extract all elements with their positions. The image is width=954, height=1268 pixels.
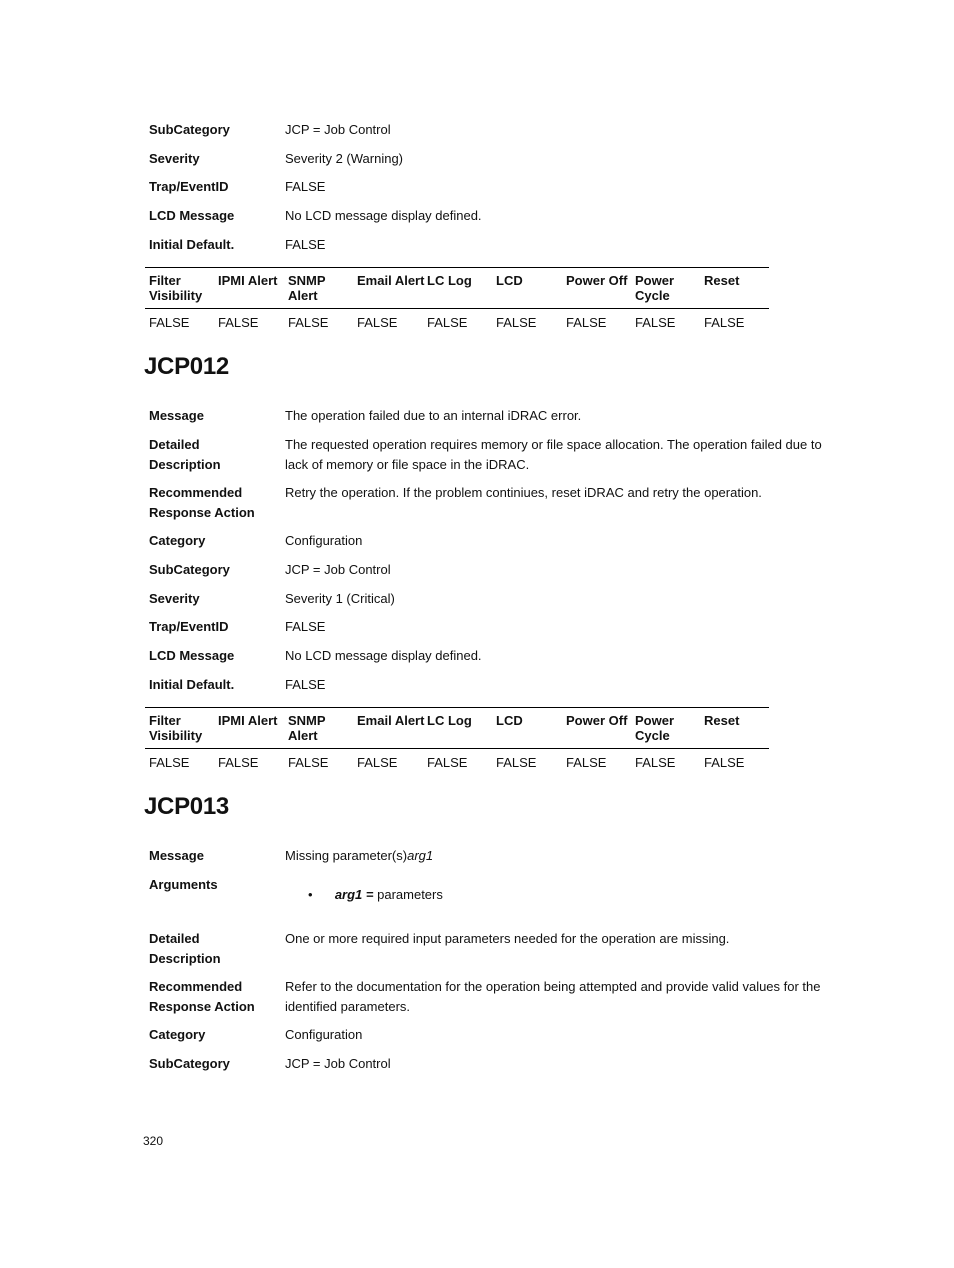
kv-value: Configuration xyxy=(285,1027,363,1042)
kv-key: Detailed Description xyxy=(149,437,221,472)
filter-table-header: IPMI Alert xyxy=(218,713,278,728)
kv-key: Severity xyxy=(149,591,200,606)
kv-key: Trap/EventID xyxy=(149,179,229,194)
filter-table-cell: FALSE xyxy=(357,315,398,330)
kv-value: The operation failed due to an internal iDRAC error. xyxy=(285,408,582,423)
filter-table-header: LCD xyxy=(496,713,523,728)
page-number: 320 xyxy=(143,1134,164,1148)
kv-key: Message xyxy=(149,848,204,863)
filter-table-header: Reset xyxy=(704,273,740,288)
filter-table-cell: FALSE xyxy=(635,755,676,770)
filter-table-header: SNMP Alert xyxy=(288,713,326,743)
argument-desc: parameters xyxy=(377,887,443,902)
filter-table-cell: FALSE xyxy=(149,315,190,330)
filter-table xyxy=(145,267,769,339)
argument-list-item xyxy=(308,887,443,902)
filter-table-cell: FALSE xyxy=(288,315,329,330)
kv-key: Detailed Description xyxy=(149,931,221,966)
kv-value: FALSE xyxy=(285,179,326,194)
filter-table-header: Filter Visibility xyxy=(149,713,203,743)
filter-table-cell: FALSE xyxy=(704,315,745,330)
kv-key: Severity xyxy=(149,151,200,166)
kv-key: SubCategory xyxy=(149,1056,230,1071)
kv-key: Recommended Response Action xyxy=(149,485,255,520)
filter-table-cell: FALSE xyxy=(496,315,537,330)
kv-value: The requested operation requires memory or file space allocation. The operation failed due to lack of memory or file space in the iDRAC. xyxy=(285,437,822,472)
filter-table-cell: FALSE xyxy=(357,755,398,770)
kv-value: JCP = Job Control xyxy=(285,122,391,137)
filter-table-header: Power Off xyxy=(566,273,628,288)
filter-table-header-row xyxy=(145,708,769,749)
filter-table-cell: FALSE xyxy=(704,755,745,770)
filter-table-header-row xyxy=(145,268,769,309)
kv-key: SubCategory xyxy=(149,562,230,577)
filter-table-header: LCD xyxy=(496,273,523,288)
filter-table-cell: FALSE xyxy=(635,315,676,330)
filter-table-cell: FALSE xyxy=(218,755,259,770)
kv-value: FALSE xyxy=(285,619,326,634)
kv-value: One or more required input parameters needed for the operation are missing. xyxy=(285,931,730,946)
kv-key: Arguments xyxy=(149,877,218,892)
filter-table-header: Filter Visibility xyxy=(149,273,203,303)
kv-key: Category xyxy=(149,1027,206,1042)
kv-value: JCP = Job Control xyxy=(285,562,391,577)
kv-key: LCD Message xyxy=(149,648,235,663)
filter-table-header: Reset xyxy=(704,713,740,728)
filter-table-cell: FALSE xyxy=(218,315,259,330)
message-text: Missing parameter(s) xyxy=(285,848,408,863)
kv-value: No LCD message display defined. xyxy=(285,648,482,663)
kv-key: LCD Message xyxy=(149,208,235,223)
filter-table-cell: FALSE xyxy=(427,315,468,330)
message-arg: arg1 xyxy=(407,848,434,863)
kv-key: Initial Default. xyxy=(149,237,235,252)
filter-table-header: SNMP Alert xyxy=(288,273,326,303)
kv-key: Message xyxy=(149,408,204,423)
kv-value: Retry the operation. If the problem continiues, reset iDRAC and retry the operation. xyxy=(285,485,762,500)
section-title-jcp012: JCP012 xyxy=(144,353,229,380)
kv-key: Trap/EventID xyxy=(149,619,229,634)
kv-key: Category xyxy=(149,533,206,548)
kv-value: FALSE xyxy=(285,237,326,252)
filter-table xyxy=(145,707,769,779)
kv-key: Initial Default. xyxy=(149,677,235,692)
kv-key: SubCategory xyxy=(149,122,230,137)
filter-table-cell: FALSE xyxy=(149,755,190,770)
section-title-jcp013: JCP013 xyxy=(144,793,229,820)
filter-table-row xyxy=(145,749,769,779)
filter-table-header: LC Log xyxy=(427,273,472,288)
filter-table-cell: FALSE xyxy=(496,755,537,770)
kv-value xyxy=(285,846,830,866)
kv-value: JCP = Job Control xyxy=(285,1056,391,1071)
kv-value: No LCD message display defined. xyxy=(285,208,482,223)
filter-table-header: Email Alert xyxy=(357,273,425,288)
filter-table-cell: FALSE xyxy=(288,755,329,770)
kv-value: FALSE xyxy=(285,677,326,692)
filter-table-header: Email Alert xyxy=(357,713,425,728)
kv-key: Recommended Response Action xyxy=(149,979,255,1014)
kv-value: Configuration xyxy=(285,533,363,548)
filter-table-header: IPMI Alert xyxy=(218,273,278,288)
argument-name: arg1 = xyxy=(334,887,374,902)
filter-table-row xyxy=(145,309,769,339)
filter-table-header: Power Cycle xyxy=(635,273,675,303)
filter-table-cell: FALSE xyxy=(566,755,607,770)
filter-table-header: Power Off xyxy=(566,713,628,728)
filter-table-cell: FALSE xyxy=(427,755,468,770)
kv-value: Refer to the documentation for the operation being attempted and provide valid values for the identified parameters. xyxy=(285,979,821,1014)
bullet-icon: • xyxy=(308,887,313,902)
filter-table-cell: FALSE xyxy=(566,315,607,330)
kv-value: Severity 2 (Warning) xyxy=(285,151,403,166)
filter-table-header: Power Cycle xyxy=(635,713,675,743)
filter-table-header: LC Log xyxy=(427,713,472,728)
kv-value: Severity 1 (Critical) xyxy=(285,591,395,606)
